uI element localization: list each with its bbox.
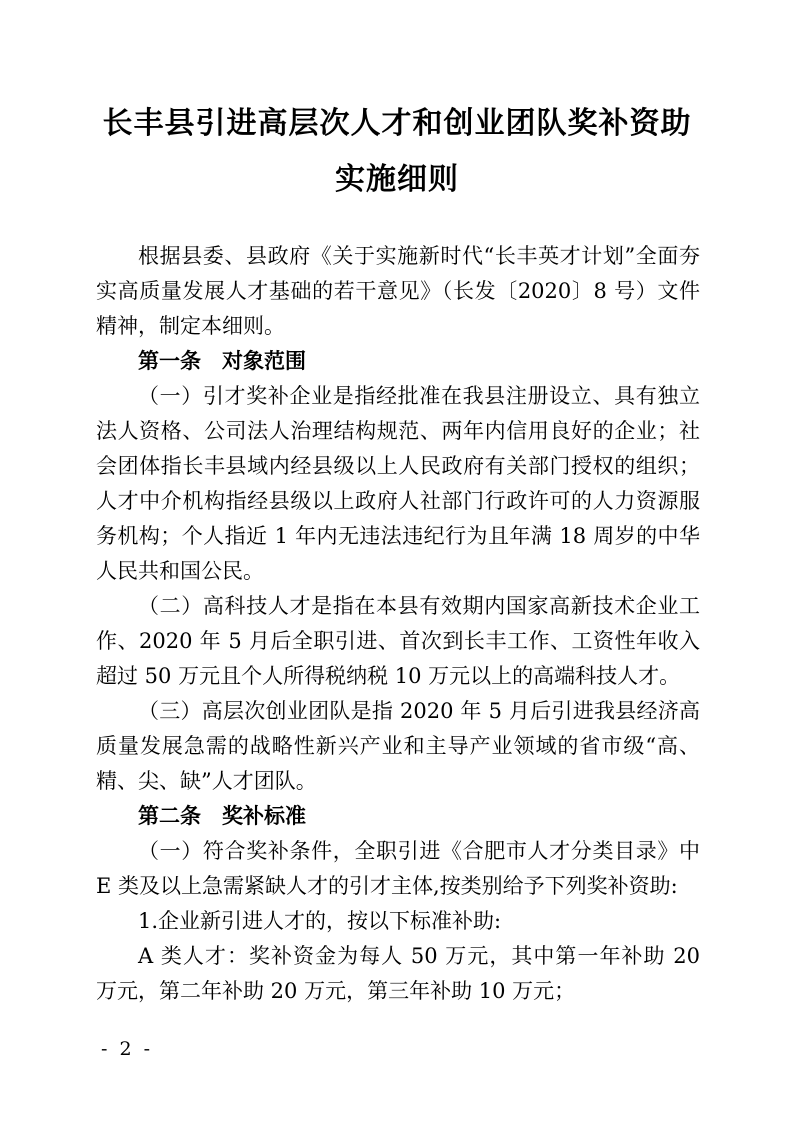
article-2-item-1: （一）符合奖补条件，全职引进《合肥市人才分类目录》中 E 类及以上急需紧缺人才的引才主体,按类别给予下列奖补资助: — [96, 839, 700, 898]
document-body — [96, 239, 700, 1009]
article-2-item-1-sub-1: 1.企业新引进人才的，按以下标准补助: — [138, 909, 502, 933]
article-1-item-3: （三）高层次创业团队是指 2020 年 5 月后引进我县经济高质量发展急需的战略性新兴产业和主导产业领域的省市级“高、精、尖、缺”人才团队。 — [96, 699, 700, 793]
document-title-line-2: 实施细则 — [335, 162, 459, 197]
article-2-heading: 第二条 奖补标准 — [138, 804, 306, 828]
paragraph-intro: 根据县委、县政府《关于实施新时代“长丰英才计划”全面夯实高质量发展人才基础的若干意见》（长发〔2020〕8 号）文件精神，制定本细则。 — [96, 244, 700, 338]
article-1-item-2: （二）高科技人才是指在本县有效期内国家高新技术企业工作、2020 年 5 月后全职引进、首次到长丰工作、工资性年收入超过 50 万元且个人所得税纳税 10 万元以上的高端科技人才。 — [96, 594, 700, 688]
article-1-heading: 第一条 对象范围 — [138, 349, 306, 373]
document-title — [60, 96, 734, 208]
article-1-item-1: （一）引才奖补企业是指经批准在我县注册设立、具有独立法人资格、公司法人治理结构规范、两年内信用良好的企业；社会团体指长丰县域内经县级以上人民政府有关部门授权的组织；人才中介机构指经县级以上政府人社部门行政许可的人力资源服务机构；个人指近 1 年内无违法违纪行为且年满 18 周岁的中华人民共和国公民。 — [96, 384, 700, 583]
document-title-line-1: 长丰县引进高层次人才和创业团队奖补资助 — [102, 106, 692, 141]
page-number: - 2 - — [101, 1038, 154, 1060]
article-2-item-1-sub-1-class-a: A 类人才：奖补资金为每人 50 万元，其中第一年补助 20 万元，第二年补助 20 万元，第三年补助 10 万元； — [96, 944, 700, 1003]
